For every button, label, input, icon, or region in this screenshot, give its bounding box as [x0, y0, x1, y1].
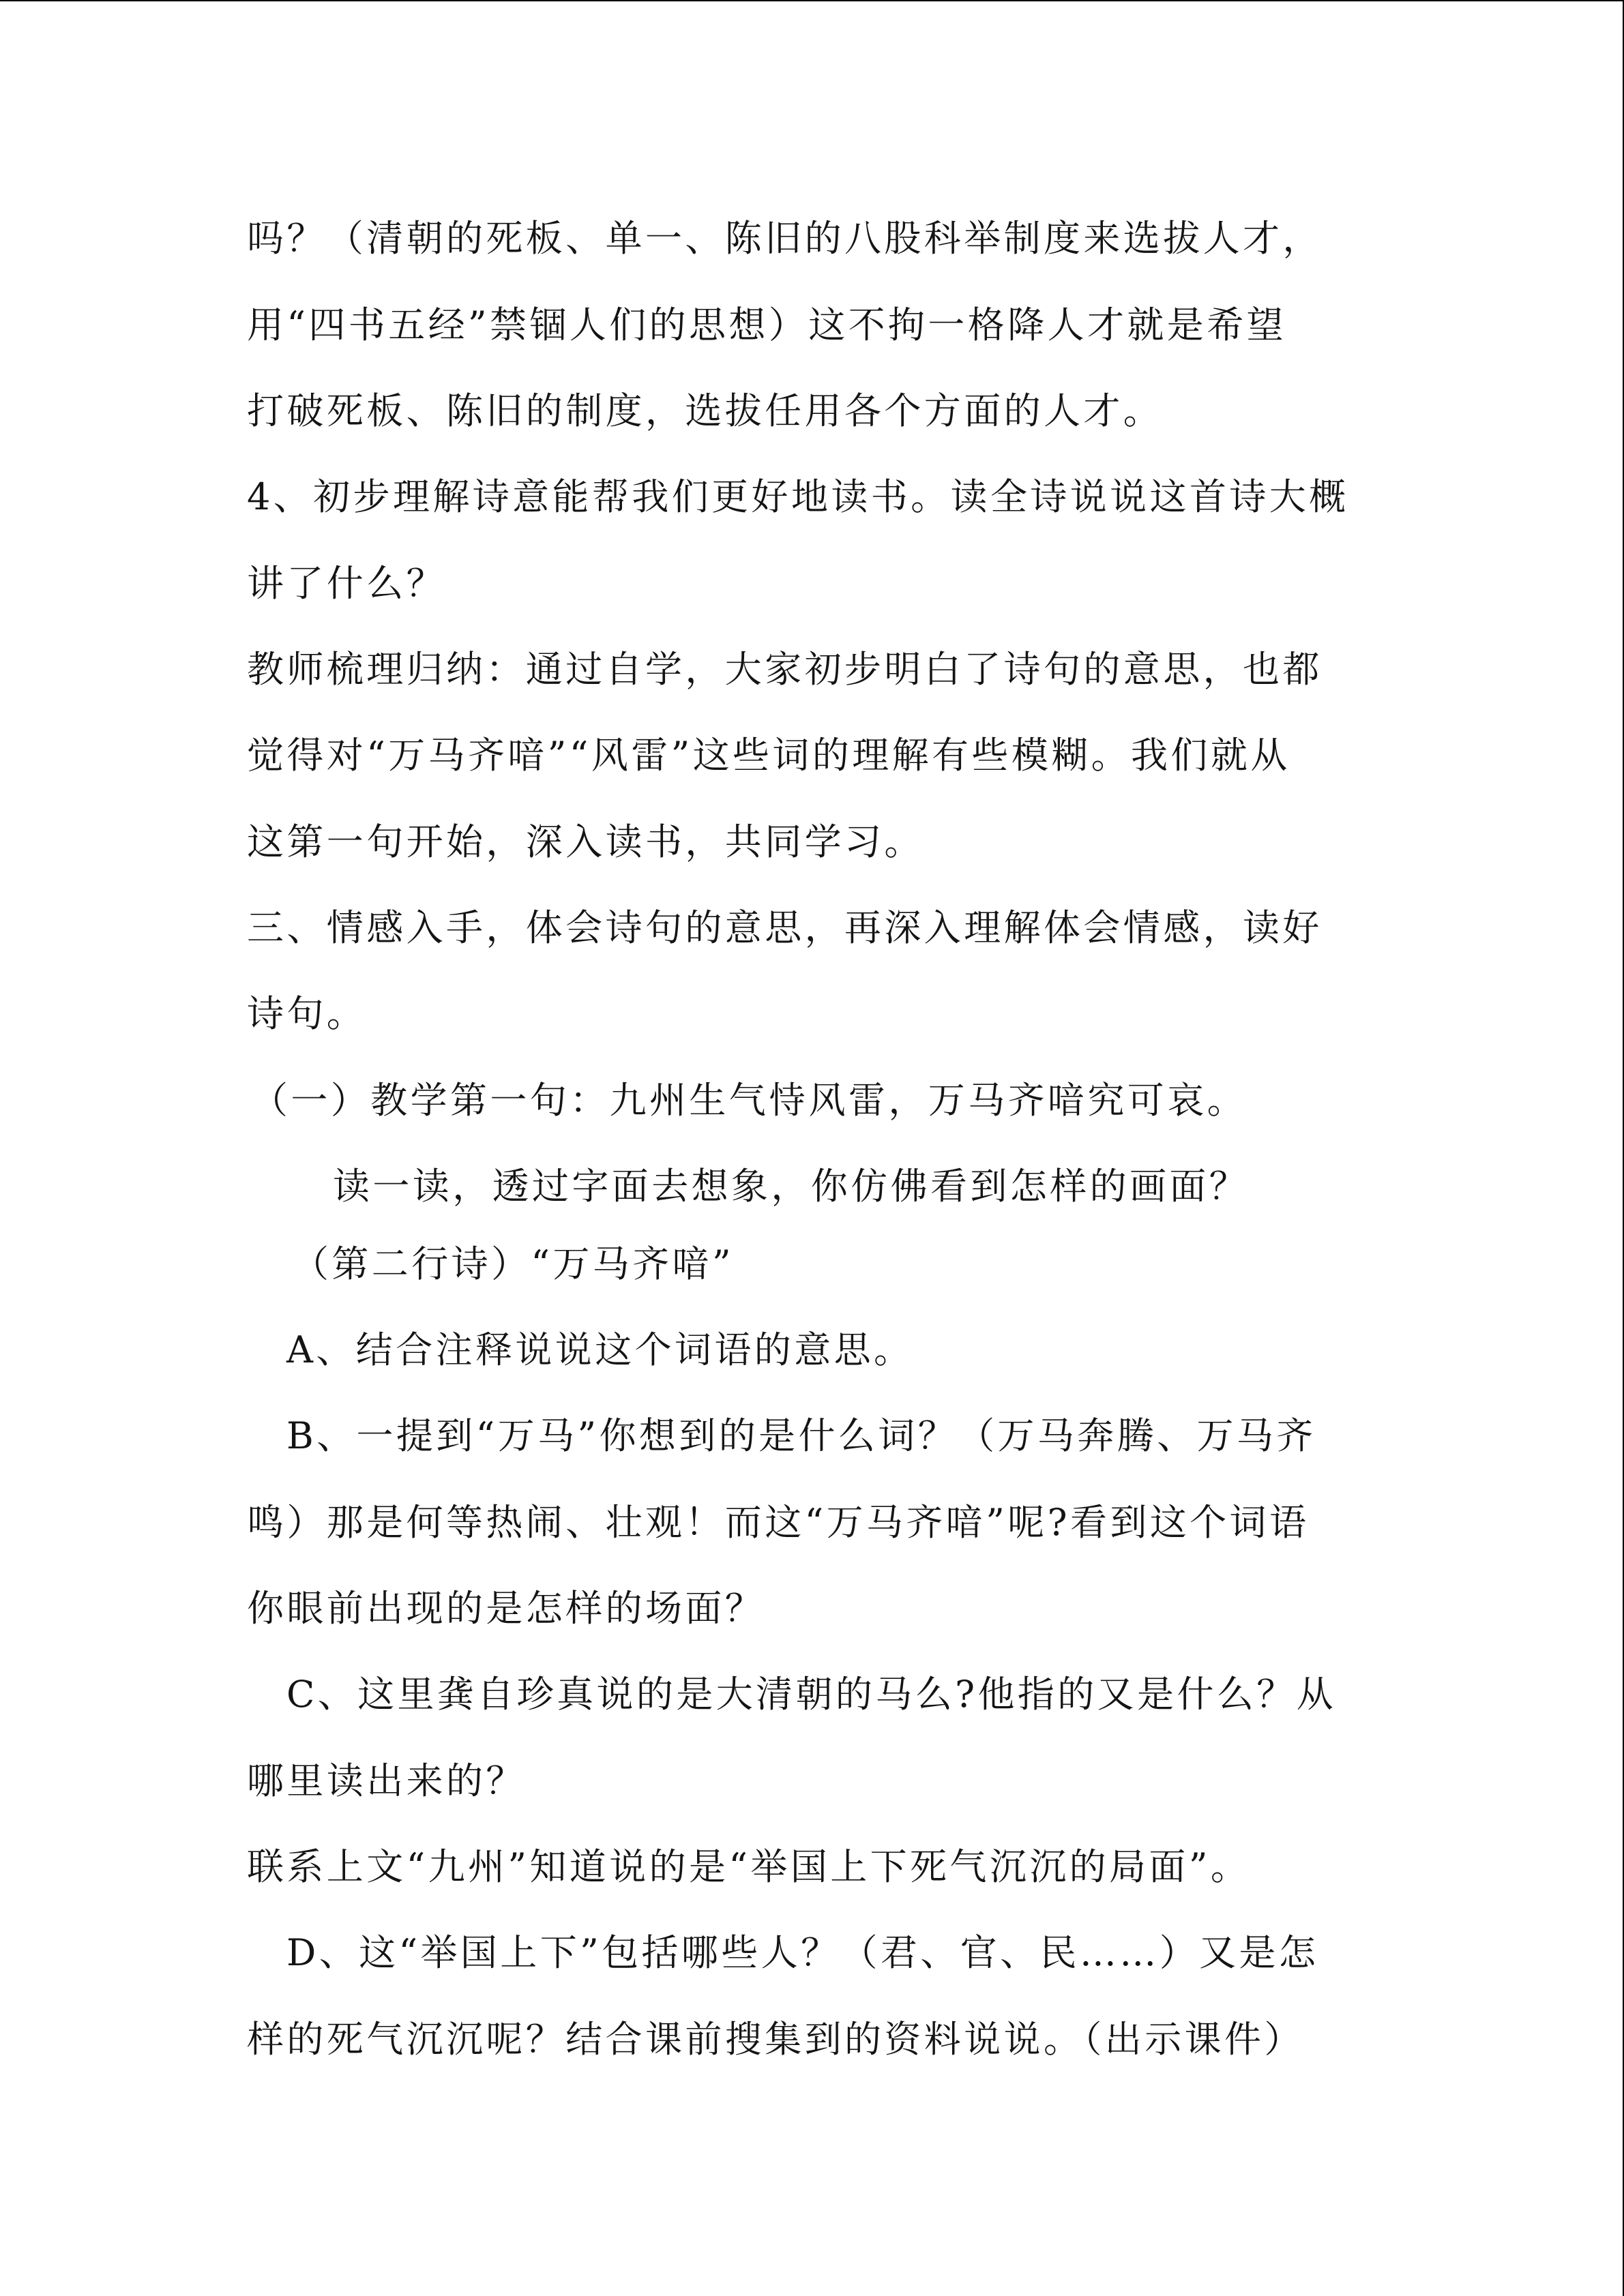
text-line: 你眼前出现的是怎样的场面？	[247, 1587, 765, 1630]
text-line: 4、初步理解诗意能帮我们更好地读书。读全诗说说这首诗大概	[247, 475, 1349, 518]
text-line: 吗？（清朝的死板、单一、陈旧的八股科举制度来选拔人才，	[247, 217, 1323, 260]
text-line: 觉得对“万马齐喑”“风雷”这些词的理解有些模糊。我们就从	[247, 734, 1290, 777]
text-line: 这第一句开始，深入读书，共同学习。	[247, 820, 924, 863]
text-line: 读一读，透过字面去想象，你仿佛看到怎样的画面？	[333, 1165, 1250, 1208]
text-line: 哪里读出来的？	[247, 1759, 526, 1802]
section-heading-line: 诗句。	[247, 992, 367, 1035]
text-line: 样的死气沉沉呢？结合课前搜集到的资料说说。（出示课件）	[247, 2018, 1304, 2061]
text-line: 用“四书五经”禁锢人们的思想）这不拘一格降人才就是希望	[247, 303, 1287, 346]
subsection-heading: （一）教学第一句：九州生气恃风雷，万马齐喑究可哀。	[251, 1079, 1247, 1122]
text-line: 打破死板、陈旧的制度，选拔任用各个方面的人才。	[247, 389, 1164, 432]
text-line: 联系上文“九州”知道说的是“举国上下死气沉沉的局面”。	[247, 1845, 1251, 1888]
text-line: （第二行诗）“万马齐喑”	[292, 1242, 735, 1285]
list-item-a: A、结合注释说说这个词语的意思。	[286, 1328, 914, 1371]
text-line: 教师梳理归纳：通过自学，大家初步明白了诗句的意思，也都	[247, 648, 1323, 691]
text-line: 讲了什么？	[247, 562, 446, 605]
section-heading-line: 三、情感入手，体会诗句的意思，再深入理解体会情感，读好	[247, 906, 1323, 949]
list-item-d: D、这“举国上下”包括哪些人？（君、官、民……）又是怎	[286, 1931, 1319, 1974]
list-item-b: B、一提到“万马”你想到的是什么词？（万马奔腾、万马齐	[286, 1414, 1316, 1457]
list-item-c: C、这里龚自珍真说的是大清朝的马么?他指的又是什么？从	[286, 1673, 1337, 1716]
text-line: 鸣）那是何等热闹、壮观！而这“万马齐喑”呢?看到这个词语	[247, 1501, 1310, 1544]
